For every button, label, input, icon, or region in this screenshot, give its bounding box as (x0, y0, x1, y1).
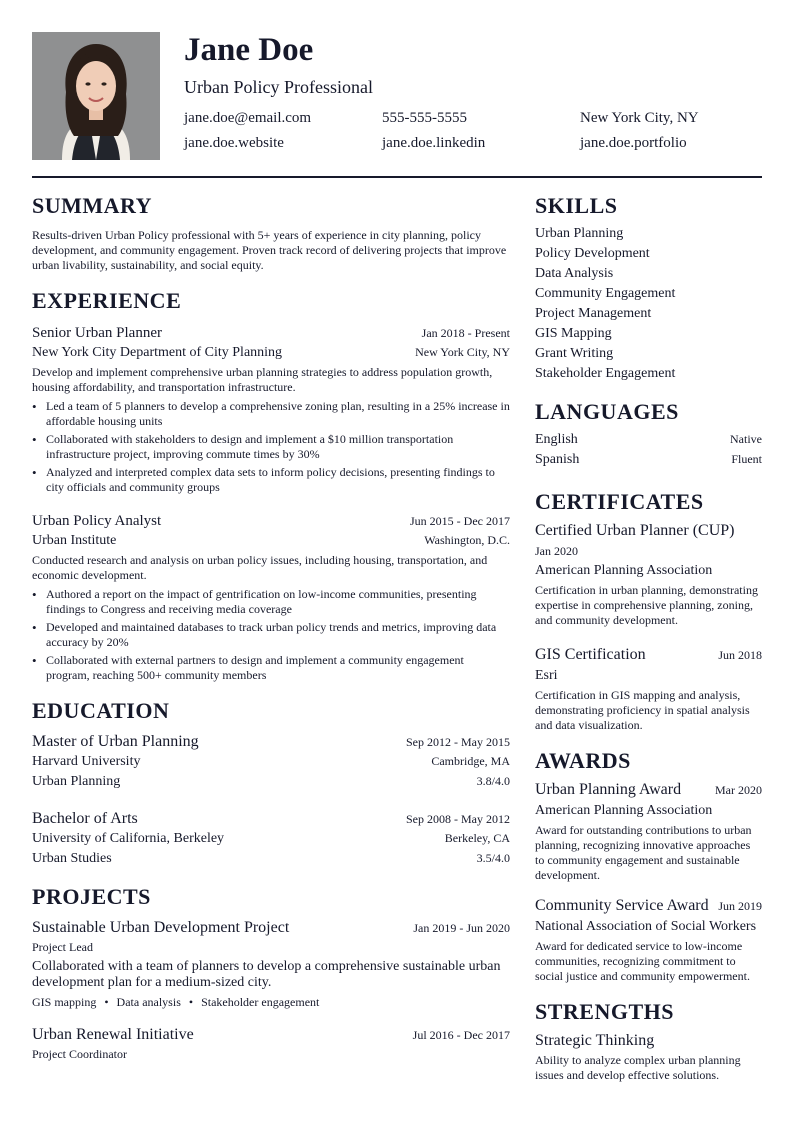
achievement-item: • Collaborated with stakeholders to design and implement a $10 million transportation infrastructure project, improving commute times by 30% (32, 432, 510, 462)
candidate-headline: Urban Policy Professional (184, 77, 373, 97)
location-text: New York City, NY (580, 110, 699, 126)
award-item (535, 895, 762, 984)
achievement-list (32, 399, 510, 495)
projects-section (32, 883, 510, 1062)
award-item (535, 779, 762, 883)
certificates-section (535, 488, 762, 733)
certificate-date: Jan 2020 (535, 544, 578, 558)
project-role: Project Lead (32, 940, 93, 954)
skill-item: Policy Development (535, 246, 650, 261)
summary-text: Results-driven Urban Policy professional with 5+ years of experience in city planning, policy development, and community engagement. Proven track record of delivering projects that improve urban livability, sustainability, and social equity. (32, 228, 507, 272)
profile-photo (32, 32, 160, 160)
experience-item (32, 323, 510, 495)
portrait-icon (32, 32, 160, 160)
achievement-item: • Led a team of 5 planners to develop a comprehensive zoning plan, resulting in a 25% increase in affordable housing units (32, 399, 510, 429)
project-item (32, 917, 510, 1010)
job-dates: Jun 2015 - Dec 2017 (410, 514, 510, 528)
summary-section (32, 192, 510, 273)
education-section (32, 697, 510, 869)
certificate-issuer: American Planning Association (535, 563, 713, 578)
certificate-issuer: Esri (535, 668, 558, 683)
skill-item: Community Engagement (535, 286, 676, 301)
project-role: Project Coordinator (32, 1047, 127, 1061)
candidate-name: Jane Doe (184, 32, 314, 68)
education-dates: Sep 2012 - May 2015 (406, 735, 510, 749)
job-title: Senior Urban Planner (32, 325, 162, 341)
certificate-item (535, 644, 762, 733)
language-level: Native (730, 432, 762, 446)
project-dates: Jul 2016 - Dec 2017 (412, 1028, 510, 1042)
language-item (535, 430, 762, 450)
awards-section (535, 747, 762, 984)
skills-list (535, 224, 762, 384)
header-divider (32, 176, 762, 178)
certificate-item (535, 520, 762, 628)
skills-section (535, 192, 762, 384)
education-dates: Sep 2008 - May 2012 (406, 812, 510, 826)
strength-name: Strategic Thinking (535, 1032, 655, 1049)
tag-separator: • (188, 995, 194, 1009)
job-location: New York City, NY (415, 345, 510, 359)
skill-item: Data Analysis (535, 266, 614, 281)
section-title-awards: AWARDS (535, 748, 631, 773)
tag-separator: • (104, 995, 109, 1009)
school-location: Cambridge, MA (431, 754, 510, 768)
languages-section (535, 398, 762, 470)
field-of-study: Urban Studies (32, 851, 112, 866)
project-tag: Data analysis (116, 995, 181, 1009)
right-column (535, 192, 762, 1097)
job-title: Urban Policy Analyst (32, 513, 162, 529)
section-title-summary: SUMMARY (32, 193, 153, 218)
project-tag: GIS mapping (32, 995, 97, 1009)
experience-item (32, 511, 510, 683)
award-name: Urban Planning Award (535, 781, 682, 798)
certificate-name: Certified Urban Planner (CUP) (535, 522, 735, 539)
job-description: Conducted research and analysis on urban policy issues, including housing, transportation, and economic development. (32, 553, 488, 582)
section-title-education: EDUCATION (32, 698, 170, 723)
linkedin-link[interactable]: jane.doe.linkedin (382, 135, 486, 151)
certificate-date: Jun 2018 (718, 648, 762, 662)
project-tags (32, 994, 510, 1010)
section-title-certificates: CERTIFICATES (535, 489, 704, 514)
award-date: Jun 2019 (718, 899, 762, 913)
website-link[interactable]: jane.doe.website (184, 135, 284, 151)
language-name: Spanish (535, 452, 580, 467)
school-name: Harvard University (32, 754, 141, 769)
certificate-description: Certification in GIS mapping and analysis, demonstrating proficiency in spatial analysis and data visualization. (535, 688, 750, 732)
employer-name: New York City Department of City Planning (32, 345, 283, 360)
section-title-experience: EXPERIENCE (32, 288, 182, 313)
language-item (535, 450, 762, 470)
skill-item: Grant Writing (535, 346, 614, 361)
gpa-value: 3.8/4.0 (476, 774, 510, 788)
section-title-projects: PROJECTS (32, 884, 151, 909)
project-description: Collaborated with a team of planners to develop a comprehensive sustainable urban development plan for a medium-sized city. (32, 959, 501, 990)
award-date: Mar 2020 (715, 783, 762, 797)
degree-name: Master of Urban Planning (32, 733, 199, 750)
award-name: Community Service Award (535, 897, 709, 914)
section-title-languages: LANGUAGES (535, 399, 679, 424)
section-title-strengths: STRENGTHS (535, 999, 674, 1024)
certificate-name: GIS Certification (535, 646, 646, 663)
skill-item: Stakeholder Engagement (535, 366, 676, 381)
achievement-item: • Collaborated with external partners to design and implement a community engagement program, reaching 500+ community members (32, 653, 510, 683)
strength-description: Ability to analyze complex urban planning issues and develop effective solutions. (535, 1053, 741, 1082)
skill-item: Urban Planning (535, 226, 624, 241)
project-name: Urban Renewal Initiative (32, 1026, 194, 1043)
project-tag: Stakeholder engagement (201, 995, 320, 1009)
gpa-value: 3.5/4.0 (476, 851, 510, 865)
employer-name: Urban Institute (32, 533, 117, 548)
phone-number[interactable]: 555-555-5555 (382, 110, 467, 126)
award-description: Award for outstanding contributions to urban planning, recognizing innovative approaches to community engagement and sustainable development. (535, 823, 752, 882)
left-column (32, 192, 510, 1076)
project-name: Sustainable Urban Development Project (32, 919, 290, 936)
job-dates: Jan 2018 - Present (421, 326, 510, 340)
experience-section (32, 287, 510, 683)
language-name: English (535, 432, 578, 447)
school-name: University of California, Berkeley (32, 831, 225, 846)
certificate-description: Certification in urban planning, demonstrating expertise in comprehensive planning, zoning, and community development. (535, 583, 758, 627)
degree-name: Bachelor of Arts (32, 810, 138, 827)
award-issuer: American Planning Association (535, 803, 713, 818)
contact-info (184, 108, 762, 154)
email-link[interactable]: jane.doe@email.com (184, 110, 312, 126)
award-issuer: National Association of Social Workers (535, 919, 757, 934)
project-dates: Jan 2019 - Jun 2020 (413, 921, 510, 935)
achievement-item: • Developed and maintained databases to track urban policy trends and metrics, improving data accuracy by 20% (32, 620, 510, 650)
achievement-list (32, 587, 510, 683)
strengths-section (535, 998, 762, 1083)
strength-item (535, 1030, 762, 1083)
job-location: Washington, D.C. (424, 533, 510, 547)
education-item (32, 808, 510, 869)
language-level: Fluent (731, 452, 762, 466)
achievement-item: • Analyzed and interpreted complex data sets to inform policy decisions, presenting findings to city officials and community groups (32, 465, 510, 495)
section-title-skills: SKILLS (535, 193, 618, 218)
skill-item: Project Management (535, 306, 652, 321)
skill-item: GIS Mapping (535, 326, 612, 341)
education-item (32, 731, 510, 792)
field-of-study: Urban Planning (32, 774, 121, 789)
project-item (32, 1024, 510, 1062)
award-description: Award for dedicated service to low-income communities, recognizing commitment to social justice and community empowerment. (535, 939, 750, 983)
portfolio-link[interactable]: jane.doe.portfolio (580, 135, 687, 151)
achievement-item: • Authored a report on the impact of gentrification on low-income communities, presenting findings to Congress and receiving media coverage (32, 587, 510, 617)
job-description: Develop and implement comprehensive urban planning strategies to address population growth, housing affordability, and transportation infrastructure. (32, 365, 493, 394)
school-location: Berkeley, CA (444, 831, 510, 845)
